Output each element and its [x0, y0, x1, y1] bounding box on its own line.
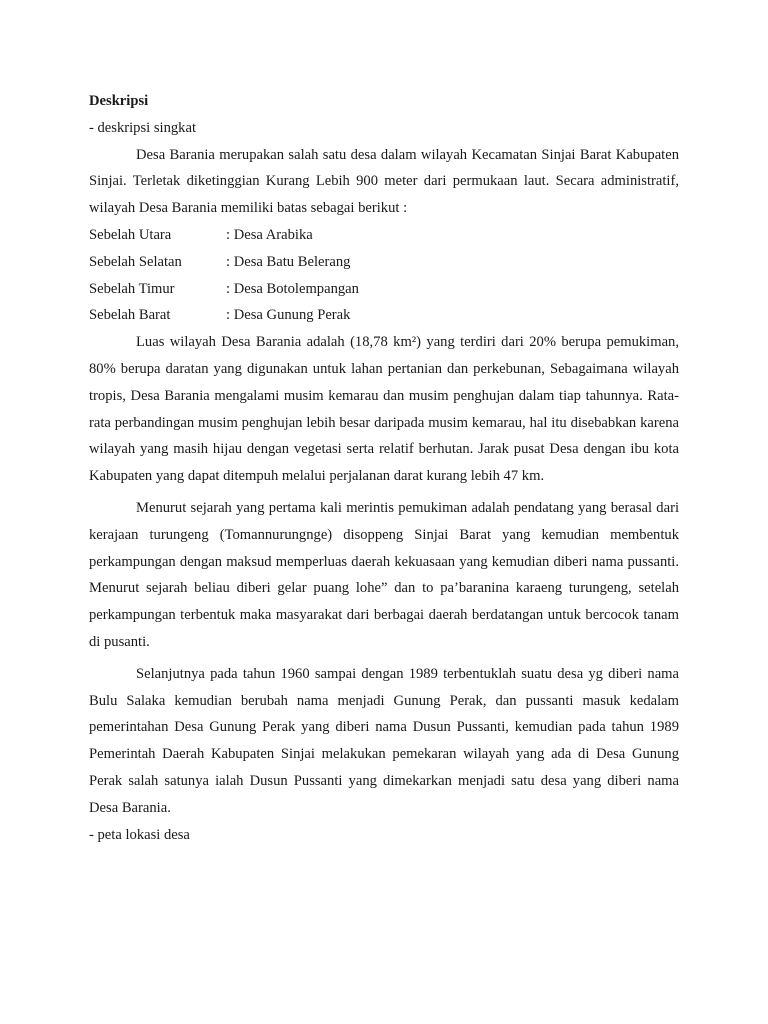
border-row-east	[89, 276, 679, 303]
section-heading: Deskripsi	[89, 93, 149, 109]
paragraph-development: Selanjutnya pada tahun 1960 sampai dengan 1989 terbentuklah suatu desa yg diberi nama Bulu Salaka kemudian berubah nama menjadi Gunung Perak, dan pussanti masuk kedalam pemerintahan Desa Gunung Perak yang diberi nama Dusun Pussanti, kemudian pada tahun 1989 Pemerintah Daerah Kabupaten Sinjai melakukan pemekaran wilayah yang ada di Desa Gunung Perak salah satunya ialah Dusun Pussanti yang dimekarkan menjadi satu desa yang diberi nama Desa Barania.	[89, 665, 679, 816]
border-label: Sebelah Barat	[89, 307, 171, 324]
border-value: : Desa Batu Belerang	[226, 253, 351, 270]
border-list	[89, 222, 679, 329]
border-value: : Desa Arabika	[226, 226, 313, 243]
border-label: Sebelah Selatan	[89, 253, 182, 270]
border-value: : Desa Gunung Perak	[226, 307, 351, 324]
border-value: : Desa Botolempangan	[226, 280, 359, 297]
border-label: Sebelah Timur	[89, 280, 175, 297]
document-page	[89, 88, 679, 848]
border-row-south	[89, 249, 679, 276]
subheading-location-map: - peta lokasi desa	[89, 826, 190, 843]
paragraph-area: Luas wilayah Desa Barania adalah (18,78 km²) yang terdiri dari 20% berupa pemukiman, 80% berupa daratan yang digunakan untuk lahan pertanian dan perkebunan, Sebagaimana wilayah tropis, Desa Barania mengalami musim kemarau dan musim penghujan dalam tiap tahunnya. Rata-rata perbandingan musim penghujan lebih besar daripada musim kemarau, hal itu disebabkan karena wilayah yang masih hijau dengan vegetasi serta relatif berhutan. Jarak pusat Desa dengan ibu kota Kabupaten yang dapat ditempuh melalui perjalanan darat kurang lebih 47 km.	[89, 334, 679, 485]
border-row-north	[89, 222, 679, 249]
subheading-short-description: - deskripsi singkat	[89, 119, 197, 136]
border-label: Sebelah Utara	[89, 226, 172, 243]
paragraph-intro: Desa Barania merupakan salah satu desa dalam wilayah Kecamatan Sinjai Barat Kabupaten Sinjai. Terletak diketinggian Kurang Lebih 900 meter dari permukaan laut. Secara administratif, wilayah Desa Barania memiliki batas sebagai berikut :	[89, 146, 679, 217]
border-row-west	[89, 302, 679, 329]
paragraph-history: Menurut sejarah yang pertama kali merintis pemukiman adalah pendatang yang berasal dari kerajaan turungeng (Tomannurungnge) disoppeng Sinjai Barat yang kemudian membentuk perkampungan dengan maksud memperluas daerah kekuasaan yang kemudian diberi nama pussanti. Menurut sejarah beliau diberi gelar puang lohe” dan to pa’baranina karaeng turungeng, setelah perkampungan terbentuk maka masyarakat dari berbagai daerah berdatangan untuk bercocok tanam di pusanti.	[89, 499, 679, 650]
